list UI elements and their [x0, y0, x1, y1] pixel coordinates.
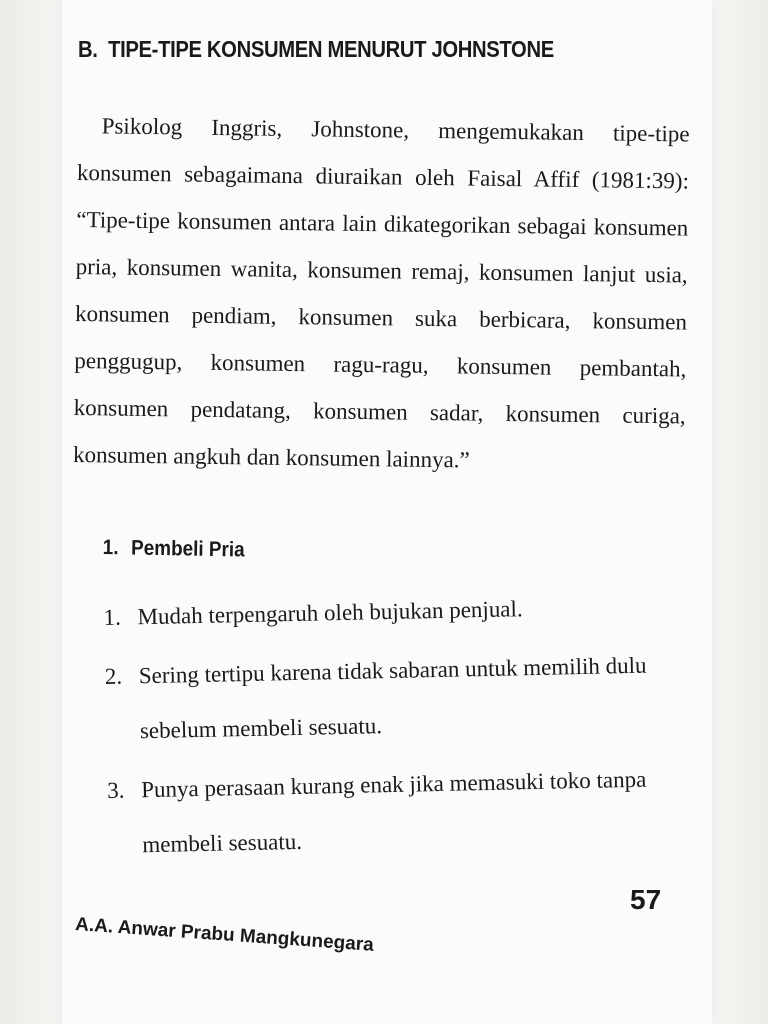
section-marker: B.	[78, 36, 98, 62]
subsection-number: 1.	[102, 536, 119, 560]
section-title: TIPE-TIPE KONSUMEN MENURUT JOHNSTONE	[108, 36, 554, 62]
section-heading	[78, 36, 554, 63]
list-item-number: 3.	[106, 777, 125, 803]
footer-author: A.A. Anwar Prabu Mangkunegara	[74, 914, 375, 956]
list-item-number: 2.	[104, 663, 123, 689]
list-item-text: Sering tertipu karena tidak sabaran untuk memilih dulu sebelum membeli sesuatu.	[138, 652, 647, 744]
list-item	[103, 578, 674, 645]
list-item-text: Punya perasaan kurang enak jika memasuki toko tanpa membeli sesuatu.	[140, 766, 647, 858]
page-margin-right	[712, 0, 768, 1024]
list-item-text: Mudah terpengaruh oleh bujukan penjual.	[137, 596, 523, 630]
list-item	[104, 637, 676, 759]
subsection-title: Pembeli Pria	[130, 536, 245, 562]
page-number: 57	[630, 884, 662, 915]
body-paragraph: Psikolog Inggris, Johnstone, mengemukakan tipe-tipe konsumen sebagaimana diuraikan oleh Faisal Affif (1981:39): “Tipe-tipe konsumen antara lain dikategorikan sebagai konsumen pria, konsumen wanita, konsumen remaj, konsumen lanjut usia, konsumen pendiam, konsumen suka berbicara, konsumen penggugup, konsumen ragu-ragu, konsumen pembantah, konsumen pendatang, konsumen sadar, konsumen curiga, konsumen angkuh dan konsumen lainnya.”	[72, 113, 690, 473]
subsection-heading	[103, 536, 245, 562]
list-item-number: 1.	[103, 604, 122, 630]
page-margin-left	[0, 0, 62, 1024]
list-item	[107, 751, 679, 873]
numbered-list	[103, 578, 679, 877]
